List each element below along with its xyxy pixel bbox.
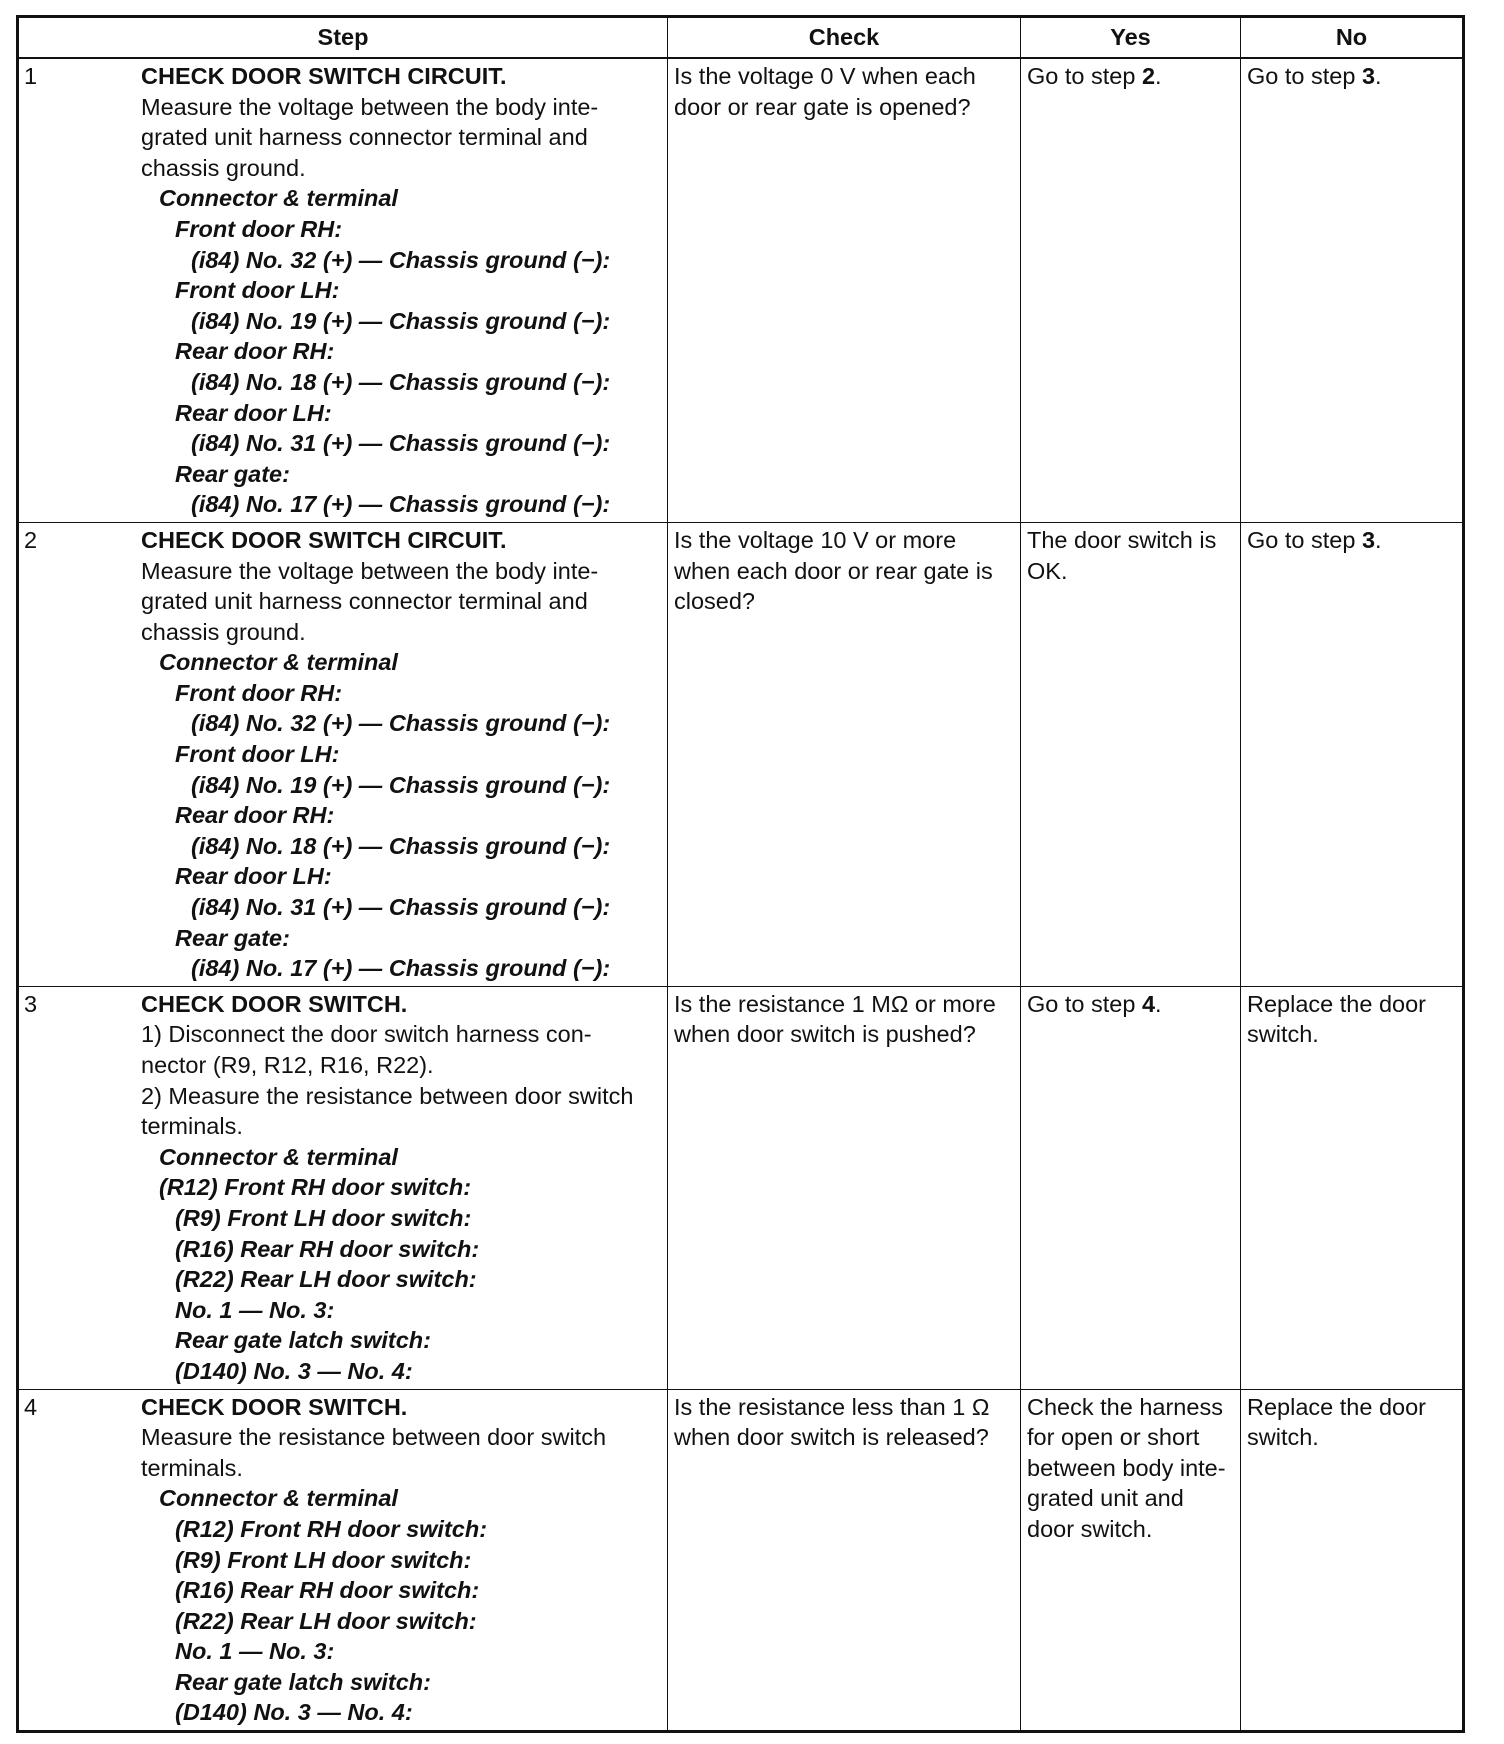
switch-label: (R16) Rear RH door switch: (175, 1577, 480, 1604)
no-cell (1241, 522, 1464, 986)
spec-heading: Connector & terminal (159, 1143, 398, 1170)
yes-cell (1021, 986, 1241, 1389)
spec-value: (i84) No. 17 (+) — Chassis ground (−): (191, 955, 611, 982)
table-row (18, 1389, 1464, 1732)
spec-value: (i84) No. 32 (+) — Chassis ground (−): (191, 246, 611, 273)
check-cell: Is the resistance 1 MΩ or more when door switch is pushed? (668, 986, 1021, 1389)
yes-cell (1021, 58, 1241, 522)
spec-label: Front door LH: (175, 741, 340, 768)
spec-label: Rear door RH: (175, 338, 335, 365)
spec-value: (i84) No. 32 (+) — Chassis ground (−): (191, 710, 611, 737)
no-cell: Replace the door switch. (1241, 986, 1464, 1389)
check-cell: Is the voltage 10 V or more when each door or rear gate is closed? (668, 522, 1021, 986)
step-number: 2 (24, 526, 38, 553)
no-suffix: . (1375, 526, 1382, 553)
step-title: CHECK DOOR SWITCH. (141, 1393, 408, 1420)
spec-label: Front door LH: (175, 277, 340, 304)
diagnostic-table (16, 15, 1465, 1733)
switch-label: (R9) Front LH door switch: (175, 1204, 472, 1231)
yes-suffix: . (1155, 990, 1162, 1017)
gate-label: Rear gate latch switch: (175, 1668, 431, 1695)
switch-label: (R12) Front RH door switch: (175, 1515, 488, 1542)
step-cell (18, 986, 668, 1389)
spec-value: (i84) No. 17 (+) — Chassis ground (−): (191, 491, 611, 518)
no-cell (1241, 58, 1464, 522)
no-prefix: Go to step (1247, 526, 1362, 553)
check-cell: Is the voltage 0 V when each door or rear gate is opened? (668, 58, 1021, 522)
yes-step-ref: 4 (1141, 990, 1156, 1017)
yes-step-ref: 2 (1141, 63, 1156, 89)
no-cell: Replace the door switch. (1241, 1389, 1464, 1732)
yes-prefix: Go to step (1027, 990, 1142, 1017)
spec-value: (i84) No. 19 (+) — Chassis ground (−): (191, 771, 611, 798)
header-step: Step (18, 17, 668, 59)
switch-label: (R12) Front RH door switch: (159, 1174, 472, 1201)
spec-heading: Connector & terminal (159, 185, 398, 212)
switch-terminals: No. 1 — No. 3: (175, 1638, 335, 1665)
spec-value: (i84) No. 31 (+) — Chassis ground (−): (191, 894, 611, 921)
gate-terminals: (D140) No. 3 — No. 4: (175, 1357, 413, 1384)
switch-label: (R22) Rear LH door switch: (175, 1266, 477, 1293)
header-yes: Yes (1021, 17, 1241, 59)
gate-terminals: (D140) No. 3 — No. 4: (175, 1699, 413, 1726)
spec-value: (i84) No. 18 (+) — Chassis ground (−): (191, 832, 611, 859)
no-prefix: Go to step (1247, 63, 1362, 89)
spec-heading: Connector & terminal (159, 649, 398, 676)
spec-label: Rear door LH: (175, 863, 332, 890)
yes-cell: The door switch is OK. (1021, 522, 1241, 986)
procedure-step: 2) Measure the resistance between door switch terminals. (141, 1082, 634, 1140)
step-description: Measure the voltage between the body inte-grated unit harness connector terminal and chassis ground. (141, 557, 599, 645)
yes-prefix: Go to step (1027, 63, 1142, 89)
step-title: CHECK DOOR SWITCH CIRCUIT. (141, 63, 507, 89)
yes-cell: Check the harness for open or short between body inte-grated unit and door switch. (1021, 1389, 1241, 1732)
spec-label: Front door RH: (175, 215, 343, 242)
step-number: 3 (24, 990, 38, 1017)
header-row (18, 17, 1464, 59)
step-cell (18, 522, 668, 986)
gate-label: Rear gate latch switch: (175, 1327, 431, 1354)
header-check: Check (668, 17, 1021, 59)
step-number: 4 (24, 1393, 38, 1420)
step-title: CHECK DOOR SWITCH. (141, 990, 408, 1017)
check-cell: Is the resistance less than 1 Ω when door switch is released? (668, 1389, 1021, 1732)
spec-label: Front door RH: (175, 679, 343, 706)
procedure-step: 1) Disconnect the door switch harness con-nector (R9, R12, R16, R22). (141, 1021, 592, 1078)
spec-value: (i84) No. 31 (+) — Chassis ground (−): (191, 430, 611, 457)
spec-heading: Connector & terminal (159, 1485, 398, 1512)
spec-label: Rear door RH: (175, 802, 335, 829)
spec-value: (i84) No. 18 (+) — Chassis ground (−): (191, 368, 611, 395)
step-cell (18, 1389, 668, 1732)
header-no: No (1241, 17, 1464, 59)
step-cell (18, 58, 668, 522)
spec-label: Rear gate: (175, 460, 290, 487)
step-description: Measure the resistance between door switch terminals. (141, 1424, 607, 1481)
step-number: 1 (24, 63, 38, 89)
step-description: Measure the voltage between the body inte-grated unit harness connector terminal and chassis ground. (141, 93, 599, 181)
yes-suffix: . (1155, 63, 1162, 89)
switch-terminals: No. 1 — No. 3: (175, 1296, 335, 1323)
switch-label: (R16) Rear RH door switch: (175, 1235, 480, 1262)
table-row (18, 522, 1464, 986)
no-suffix: . (1375, 63, 1382, 89)
spec-label: Rear gate: (175, 924, 290, 951)
table-row (18, 58, 1464, 522)
spec-value: (i84) No. 19 (+) — Chassis ground (−): (191, 307, 611, 334)
table-row (18, 986, 1464, 1389)
switch-label: (R9) Front LH door switch: (175, 1546, 472, 1573)
no-step-ref: 3 (1361, 526, 1376, 553)
spec-label: Rear door LH: (175, 399, 332, 426)
no-step-ref: 3 (1361, 63, 1376, 89)
step-title: CHECK DOOR SWITCH CIRCUIT. (141, 526, 507, 553)
switch-label: (R22) Rear LH door switch: (175, 1607, 477, 1634)
